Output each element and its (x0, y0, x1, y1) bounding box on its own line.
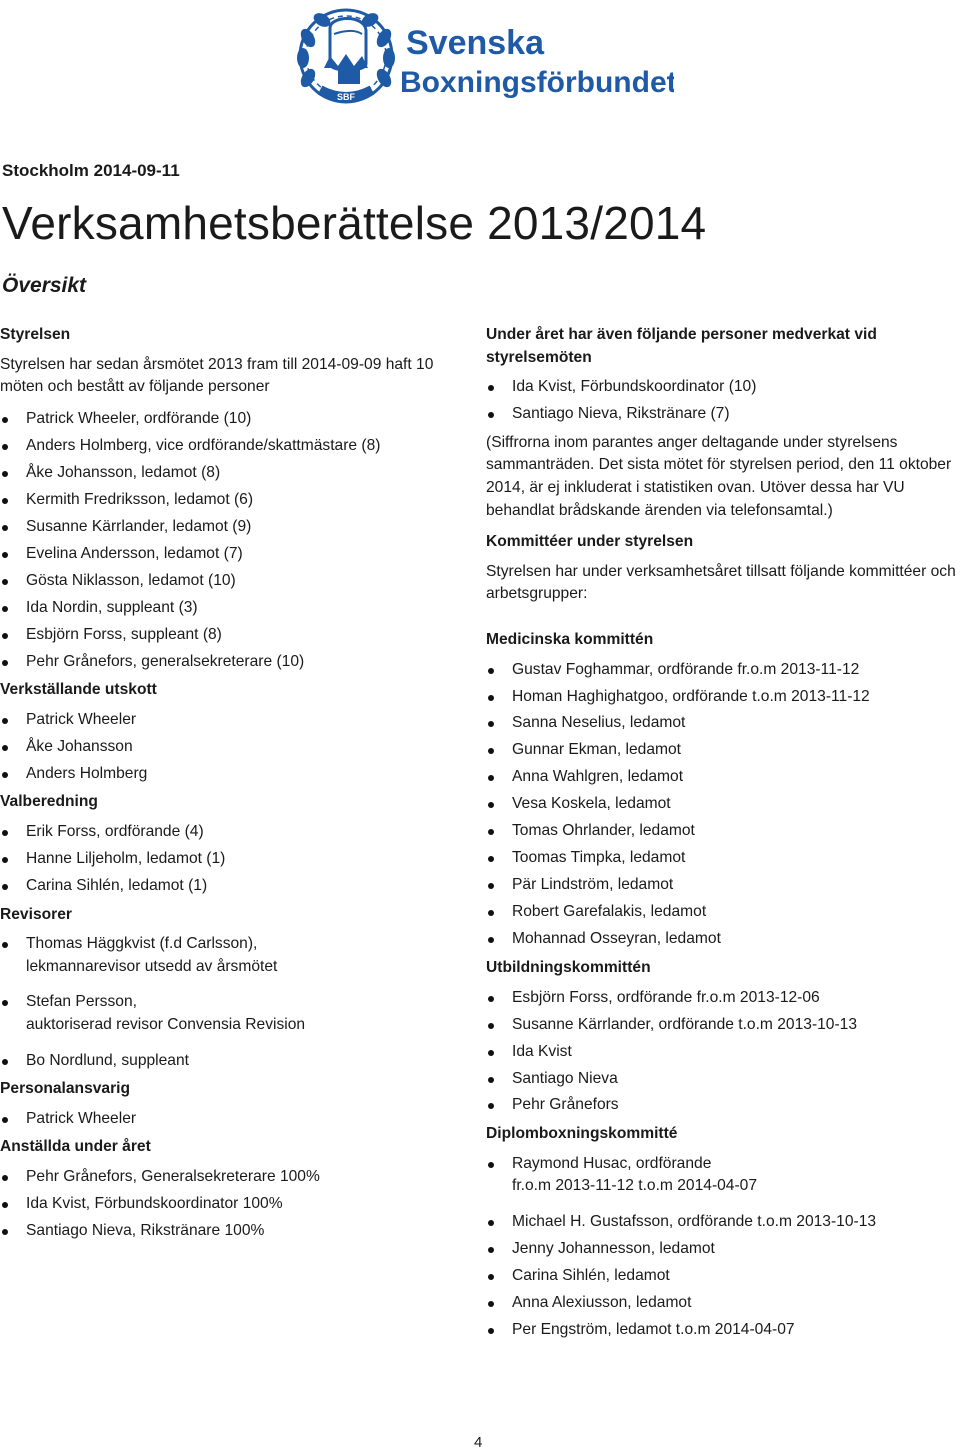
member-period: fr.o.m 2013-11-12 t.o.m 2014-04-07 (512, 1177, 758, 1195)
sbf-logo (294, 8, 674, 110)
medicinska-list (486, 659, 956, 951)
list-item: Homan Haghighatgoo, ordförande t.o.m 2013-11-12 (486, 686, 956, 709)
list-item: Tomas Ohrlander, ledamot (486, 820, 956, 843)
page-number: 4 (474, 1434, 483, 1451)
heading-personalansvarig: Personalansvarig (0, 1080, 131, 1098)
list-item (0, 991, 475, 1036)
heading-valberedning: Valberedning (0, 793, 98, 811)
valberedning-list (0, 821, 475, 898)
revisor-role: lekmannarevisor utsedd av årsmötet (26, 957, 278, 975)
heading-revisorer: Revisorer (0, 905, 72, 923)
vu-list (0, 709, 475, 786)
list-item: Anna Wahlgren, ledamot (486, 766, 956, 789)
heading-medverkat: Under året har även följande personer medverkat vid styrelsemöten (486, 326, 877, 366)
list-item: Pehr Grånefors, Generalsekreterare 100% (0, 1166, 475, 1189)
list-item (0, 933, 475, 978)
list-item: Michael H. Gustafsson, ordförande t.o.m 2013-10-13 (486, 1211, 956, 1234)
list-item: Susanne Kärrlander, ordförande t.o.m 2013-10-13 (486, 1014, 956, 1037)
document-title: Verksamhetsberättelse 2013/2014 (2, 197, 707, 249)
revisor-name: Stefan Persson, (26, 993, 137, 1011)
list-item: Hanne Liljeholm, ledamot (1) (0, 848, 475, 871)
list-item: Pär Lindström, ledamot (486, 874, 956, 897)
list-item: Robert Garefalakis, ledamot (486, 901, 956, 924)
kommitteer-intro: Styrelsen har under verksamhetsåret tillsatt följande kommittéer och arbetsgrupper: (486, 562, 956, 603)
logo-line2: Boxningsförbundet (400, 66, 674, 99)
list-item: Bo Nordlund, suppleant (0, 1050, 475, 1073)
list-item: Ida Kvist, Förbundskoordinator (10) (486, 376, 956, 399)
heading-styrelsen: Styrelsen (0, 326, 71, 343)
list-item: Patrick Wheeler (0, 709, 475, 732)
styrelsen-intro: Styrelsen har sedan årsmötet 2013 fram till 2014-09-09 haft 10 möten och bestått av följande personer (0, 355, 434, 396)
utbildning-list (486, 987, 956, 1118)
list-item: Gustav Foghammar, ordförande fr.o.m 2013-11-12 (486, 659, 956, 682)
list-item: Ida Kvist (486, 1041, 956, 1064)
list-item (486, 1153, 956, 1198)
personal-list (0, 1108, 475, 1131)
logo-seal-text: SBF (337, 92, 355, 102)
list-item: Gösta Niklasson, ledamot (10) (0, 570, 475, 593)
heading-utbildning: Utbildningskommittén (486, 958, 651, 976)
list-item: Santiago Nieva, Rikstränare (7) (486, 403, 956, 426)
list-item: Erik Forss, ordförande (4) (0, 821, 475, 844)
logo-line1: Svenska (406, 24, 544, 62)
revisor-name: Thomas Häggkvist (f.d Carlsson), (26, 935, 258, 953)
list-item: Vesa Koskela, ledamot (486, 793, 956, 816)
list-item: Kermith Fredriksson, ledamot (6) (0, 489, 475, 512)
heading-diplom: Diplomboxningskommitté (486, 1125, 678, 1143)
list-item: Ida Nordin, suppleant (3) (0, 597, 475, 620)
list-item: Carina Sihlén, ledamot (1) (0, 875, 475, 898)
spacer (486, 615, 956, 629)
list-item: Pehr Grånefors (486, 1094, 956, 1117)
anstallda-list (0, 1166, 475, 1243)
list-item: Santiago Nieva, Rikstränare 100% (0, 1220, 475, 1243)
list-item: Esbjörn Forss, ordförande fr.o.m 2013-12-06 (486, 987, 956, 1010)
list-item: Åke Johansson, ledamot (8) (0, 462, 475, 485)
list-item: Anna Alexiusson, ledamot (486, 1292, 956, 1315)
list-item: Evelina Andersson, ledamot (7) (0, 543, 475, 566)
boxing-federation-emblem (294, 8, 674, 110)
styrelsen-list (0, 408, 475, 673)
heading-kommitteer: Kommittéer under styrelsen (486, 533, 694, 551)
heading-medicinska: Medicinska kommittén (486, 630, 654, 648)
list-item: Anders Holmberg, vice ordförande/skattmästare (8) (0, 435, 475, 458)
list-item: Åke Johansson (0, 736, 475, 759)
list-item: Mohannad Osseyran, ledamot (486, 928, 956, 951)
heading-anstallda: Anställda under året (0, 1138, 151, 1156)
section-title-oversikt: Översikt (2, 274, 87, 297)
list-item: Patrick Wheeler, ordförande (10) (0, 408, 475, 431)
list-item: Per Engström, ledamot t.o.m 2014-04-07 (486, 1319, 956, 1342)
right-column (486, 324, 956, 1347)
list-item: Jenny Johannesson, ledamot (486, 1238, 956, 1261)
medverkat-list (486, 376, 956, 426)
list-item: Patrick Wheeler (0, 1108, 475, 1131)
heading-verkstallande-utskott: Verkställande utskott (0, 681, 157, 699)
list-item: Pehr Grånefors, generalsekreterare (10) (0, 651, 475, 674)
boxing-glove-icon (330, 19, 366, 85)
revisorer-list (0, 933, 475, 1072)
list-item: Toomas Timpka, ledamot (486, 847, 956, 870)
attendance-note: (Siffrorna inom parantes anger deltagande under styrelsens sammanträden. Det sista mötet för styrelsen period, den 11 oktober 2014, är ej inkluderat i statistiken ovan. Utöver dessa har VU behandlat brådskande ärenden via telefonsamtal.) (486, 433, 952, 519)
diplom-list (486, 1153, 956, 1342)
list-item: Anders Holmberg (0, 763, 475, 786)
list-item: Sanna Neselius, ledamot (486, 712, 956, 735)
place-date: Stockholm 2014-09-11 (2, 161, 180, 180)
list-item: Santiago Nieva (486, 1068, 956, 1091)
list-item: Carina Sihlén, ledamot (486, 1265, 956, 1288)
revisor-role: auktoriserad revisor Convensia Revision (26, 1015, 306, 1033)
list-item: Gunnar Ekman, ledamot (486, 739, 956, 762)
list-item: Esbjörn Forss, suppleant (8) (0, 624, 475, 647)
list-item: Susanne Kärrlander, ledamot (9) (0, 516, 475, 539)
member-name: Raymond Husac, ordförande (512, 1154, 712, 1172)
left-column (0, 324, 475, 1248)
list-item: Ida Kvist, Förbundskoordinator 100% (0, 1193, 475, 1216)
